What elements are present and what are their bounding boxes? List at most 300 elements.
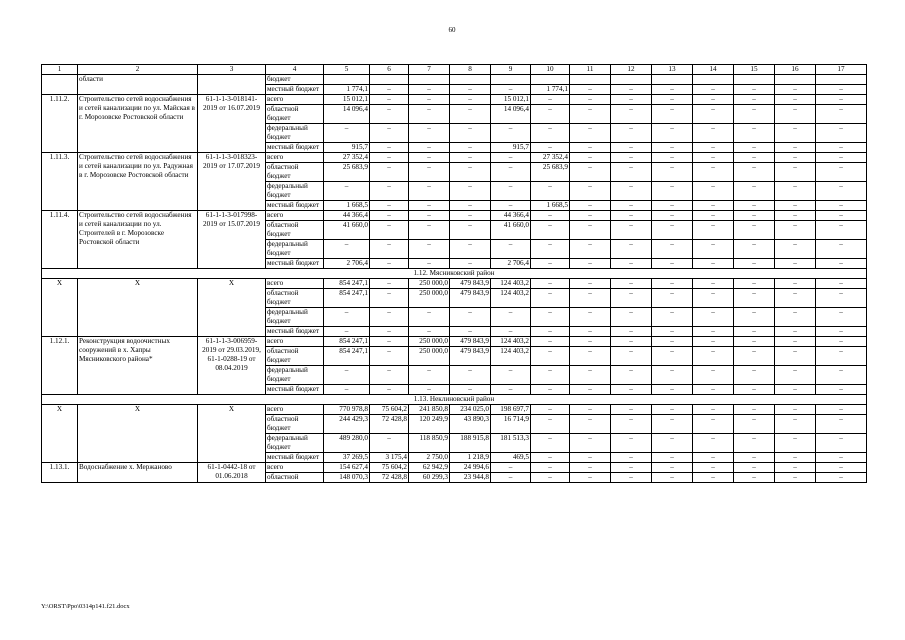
object-code [198, 75, 266, 95]
amount-cell: – [693, 259, 734, 269]
amount-cell: 14 096,4 [491, 105, 531, 124]
amount-cell: – [734, 211, 775, 221]
header-cell: 8 [450, 65, 491, 75]
amount-cell: – [734, 453, 775, 463]
amount-cell: 479 843,9 [450, 289, 491, 308]
amount-cell: – [652, 143, 693, 153]
amount-cell: – [611, 221, 652, 240]
amount-cell: – [734, 279, 775, 289]
amount-cell: – [611, 85, 652, 95]
amount-cell: – [693, 308, 734, 327]
amount-cell: – [693, 463, 734, 473]
amount-cell: – [531, 182, 570, 201]
amount-cell: – [570, 453, 611, 463]
amount-cell: – [491, 85, 531, 95]
funding-source: бюджет [266, 75, 324, 85]
amount-cell: – [734, 337, 775, 347]
amount-cell: – [775, 259, 816, 269]
amount-cell: 60 299,3 [409, 473, 450, 483]
amount-cell [531, 75, 570, 85]
amount-cell: 118 850,9 [409, 434, 450, 453]
amount-cell: – [570, 240, 611, 259]
amount-cell: – [652, 153, 693, 163]
object-name: Реконструкция водоочистных сооружений в х. Хапры Мясниковского района* [78, 337, 198, 395]
table-row [42, 211, 867, 221]
amount-cell: – [611, 347, 652, 366]
amount-cell: – [570, 201, 611, 211]
amount-cell [652, 75, 693, 85]
amount-cell: 915,7 [491, 143, 531, 153]
funding-source: местный бюджет [266, 327, 324, 337]
header-cell: 13 [652, 65, 693, 75]
amount-cell: – [611, 385, 652, 395]
item-number [42, 75, 78, 95]
object-code: X [198, 279, 266, 337]
amount-cell: – [370, 279, 409, 289]
funding-source: областной бюджет [266, 289, 324, 308]
amount-cell: – [409, 240, 450, 259]
amount-cell: – [570, 182, 611, 201]
amount-cell: – [491, 473, 531, 483]
amount-cell: – [652, 308, 693, 327]
amount-cell: – [450, 143, 491, 153]
funding-source: местный бюджет [266, 385, 324, 395]
amount-cell: – [775, 415, 816, 434]
amount-cell: – [816, 308, 867, 327]
amount-cell: – [652, 279, 693, 289]
header-cell: 5 [324, 65, 370, 75]
amount-cell: – [652, 385, 693, 395]
object-name: X [78, 405, 198, 463]
amount-cell: – [570, 221, 611, 240]
amount-cell: – [693, 415, 734, 434]
amount-cell: – [734, 85, 775, 95]
amount-cell: – [611, 279, 652, 289]
amount-cell: – [324, 308, 370, 327]
table-row [42, 279, 867, 289]
amount-cell: – [324, 240, 370, 259]
amount-cell: – [409, 211, 450, 221]
amount-cell: – [652, 415, 693, 434]
amount-cell: – [734, 415, 775, 434]
amount-cell: – [531, 415, 570, 434]
funding-source: областной бюджет [266, 415, 324, 434]
funding-source: областной бюджет [266, 105, 324, 124]
amount-cell [450, 75, 491, 85]
amount-cell: – [324, 124, 370, 143]
object-code: 61-1-1-3-006959-2019 от 29.03.2019, 61-1-0288-19 от 08.04.2019 [198, 337, 266, 395]
amount-cell: – [775, 434, 816, 453]
amount-cell: – [570, 347, 611, 366]
amount-cell: – [611, 463, 652, 473]
amount-cell: 250 000,0 [409, 279, 450, 289]
amount-cell: – [370, 434, 409, 453]
funding-source: областной [266, 473, 324, 483]
amount-cell: – [775, 182, 816, 201]
amount-cell: – [611, 240, 652, 259]
amount-cell: – [693, 289, 734, 308]
amount-cell: 198 697,7 [491, 405, 531, 415]
header-cell: 14 [693, 65, 734, 75]
amount-cell: – [816, 415, 867, 434]
amount-cell: – [570, 434, 611, 453]
amount-cell: – [693, 124, 734, 143]
amount-cell: – [775, 85, 816, 95]
amount-cell: – [775, 405, 816, 415]
amount-cell: – [816, 105, 867, 124]
amount-cell: – [324, 385, 370, 395]
amount-cell: 2 706,4 [491, 259, 531, 269]
amount-cell: 1 774,1 [531, 85, 570, 95]
item-number: 1.12.1. [42, 337, 78, 395]
header-cell: 4 [266, 65, 324, 75]
amount-cell [409, 75, 450, 85]
amount-cell: – [531, 347, 570, 366]
amount-cell: – [570, 105, 611, 124]
funding-source: местный бюджет [266, 453, 324, 463]
amount-cell: – [693, 240, 734, 259]
amount-cell: – [491, 163, 531, 182]
amount-cell: – [734, 153, 775, 163]
amount-cell: – [611, 201, 652, 211]
amount-cell: 120 249,9 [409, 415, 450, 434]
amount-cell: – [611, 163, 652, 182]
amount-cell: – [816, 163, 867, 182]
table-row [42, 75, 867, 85]
amount-cell: – [693, 163, 734, 182]
item-number: 1.11.2. [42, 95, 78, 153]
amount-cell: 479 843,9 [450, 337, 491, 347]
amount-cell: – [370, 124, 409, 143]
amount-cell [370, 75, 409, 85]
amount-cell: 2 750,0 [409, 453, 450, 463]
amount-cell: – [370, 385, 409, 395]
amount-cell: 244 429,3 [324, 415, 370, 434]
amount-cell: – [734, 105, 775, 124]
amount-cell: – [450, 85, 491, 95]
funding-source: всего [266, 95, 324, 105]
amount-cell: – [652, 337, 693, 347]
amount-cell: – [734, 240, 775, 259]
amount-cell: – [531, 463, 570, 473]
amount-cell: – [775, 153, 816, 163]
amount-cell: – [531, 366, 570, 385]
amount-cell: – [775, 124, 816, 143]
object-code: 61-1-0442-18 от 01.06.2018 [198, 463, 266, 483]
amount-cell: – [531, 473, 570, 483]
amount-cell: – [570, 279, 611, 289]
amount-cell: – [450, 124, 491, 143]
amount-cell: – [370, 201, 409, 211]
amount-cell: – [570, 327, 611, 337]
amount-cell: – [652, 221, 693, 240]
funding-source: федеральный бюджет [266, 182, 324, 201]
amount-cell: – [611, 327, 652, 337]
page-number: 60 [448, 26, 456, 34]
amount-cell: – [531, 211, 570, 221]
amount-cell: – [370, 308, 409, 327]
funding-source: всего [266, 211, 324, 221]
amount-cell: – [370, 211, 409, 221]
funding-source: федеральный бюджет [266, 366, 324, 385]
amount-cell: 1 218,9 [450, 453, 491, 463]
amount-cell: – [570, 463, 611, 473]
amount-cell: 2 706,4 [324, 259, 370, 269]
amount-cell: 62 942,9 [409, 463, 450, 473]
amount-cell: – [693, 211, 734, 221]
amount-cell: – [693, 182, 734, 201]
header-cell: 2 [78, 65, 198, 75]
amount-cell: – [816, 327, 867, 337]
amount-cell: – [370, 143, 409, 153]
amount-cell: – [816, 279, 867, 289]
amount-cell: 1 774,1 [324, 85, 370, 95]
amount-cell: – [775, 105, 816, 124]
amount-cell: 915,7 [324, 143, 370, 153]
amount-cell: – [324, 327, 370, 337]
amount-cell: – [531, 385, 570, 395]
amount-cell: – [570, 163, 611, 182]
amount-cell: – [775, 385, 816, 395]
amount-cell: – [816, 211, 867, 221]
amount-cell: 489 280,0 [324, 434, 370, 453]
amount-cell: – [693, 434, 734, 453]
amount-cell: – [370, 85, 409, 95]
amount-cell [570, 75, 611, 85]
amount-cell: – [324, 182, 370, 201]
header-cell: 6 [370, 65, 409, 75]
amount-cell: – [531, 221, 570, 240]
amount-cell: – [775, 327, 816, 337]
amount-cell: 41 660,0 [324, 221, 370, 240]
amount-cell: – [816, 240, 867, 259]
amount-cell: – [652, 259, 693, 269]
amount-cell: 234 025,0 [450, 405, 491, 415]
amount-cell: – [370, 163, 409, 182]
amount-cell: – [816, 463, 867, 473]
amount-cell: – [370, 347, 409, 366]
amount-cell: 181 513,3 [491, 434, 531, 453]
amount-cell: – [693, 337, 734, 347]
amount-cell: – [652, 95, 693, 105]
funding-source: областной бюджет [266, 163, 324, 182]
header-cell: 1 [42, 65, 78, 75]
amount-cell: 124 403,2 [491, 347, 531, 366]
amount-cell: – [450, 308, 491, 327]
amount-cell: – [370, 366, 409, 385]
amount-cell: – [652, 124, 693, 143]
amount-cell: – [775, 163, 816, 182]
funding-source: федеральный бюджет [266, 434, 324, 453]
object-code: 61-1-1-3-018141-2019 от 16.07.2019 [198, 95, 266, 153]
amount-cell: – [611, 415, 652, 434]
amount-cell: – [570, 153, 611, 163]
amount-cell: – [734, 95, 775, 105]
amount-cell [491, 75, 531, 85]
amount-cell: – [531, 308, 570, 327]
amount-cell: – [491, 240, 531, 259]
amount-cell: – [652, 85, 693, 95]
header-cell: 3 [198, 65, 266, 75]
amount-cell: – [816, 434, 867, 453]
amount-cell: – [611, 434, 652, 453]
amount-cell: – [734, 405, 775, 415]
amount-cell: – [491, 124, 531, 143]
amount-cell: – [693, 85, 734, 95]
amount-cell: – [734, 434, 775, 453]
amount-cell: – [491, 385, 531, 395]
amount-cell: 72 428,8 [370, 473, 409, 483]
amount-cell: – [611, 95, 652, 105]
amount-cell: 124 403,2 [491, 279, 531, 289]
funding-source: местный бюджет [266, 143, 324, 153]
amount-cell: – [531, 405, 570, 415]
object-name: Строительство сетей водоснабжения и сетей канализации по ул. Строителей в г. Морозовске Ростовской области [78, 211, 198, 269]
amount-cell: – [370, 221, 409, 240]
amount-cell [816, 75, 867, 85]
amount-cell: – [734, 124, 775, 143]
amount-cell: – [409, 182, 450, 201]
budget-table [41, 64, 867, 483]
amount-cell: 27 352,4 [531, 153, 570, 163]
amount-cell: – [611, 289, 652, 308]
amount-cell: – [775, 95, 816, 105]
header-cell: 12 [611, 65, 652, 75]
amount-cell: – [775, 201, 816, 211]
object-name: Строительство сетей водоснабжения и сетей канализации по ул. Радужная в г. Морозовске Ростовской области [78, 153, 198, 211]
amount-cell: – [775, 143, 816, 153]
amount-cell: – [370, 153, 409, 163]
funding-source: всего [266, 279, 324, 289]
amount-cell: – [652, 434, 693, 453]
amount-cell: – [693, 221, 734, 240]
amount-cell: – [370, 95, 409, 105]
amount-cell: – [611, 259, 652, 269]
section-row [42, 269, 867, 279]
amount-cell: 148 070,3 [324, 473, 370, 483]
amount-cell: – [775, 279, 816, 289]
amount-cell: 479 843,9 [450, 347, 491, 366]
amount-cell: 469,5 [491, 453, 531, 463]
amount-cell: – [775, 240, 816, 259]
amount-cell: 44 366,4 [324, 211, 370, 221]
object-name: Водоснабжение х. Мержаново [78, 463, 198, 483]
amount-cell: – [652, 201, 693, 211]
amount-cell: – [734, 308, 775, 327]
amount-cell: – [491, 201, 531, 211]
amount-cell: – [409, 221, 450, 240]
amount-cell: – [409, 153, 450, 163]
amount-cell: – [734, 327, 775, 337]
amount-cell: – [491, 153, 531, 163]
amount-cell: – [693, 405, 734, 415]
amount-cell: – [775, 473, 816, 483]
amount-cell: 188 915,8 [450, 434, 491, 453]
amount-cell: – [816, 473, 867, 483]
amount-cell: 250 000,0 [409, 347, 450, 366]
amount-cell: – [450, 182, 491, 201]
amount-cell: – [693, 279, 734, 289]
amount-cell: – [734, 289, 775, 308]
object-code: 61-1-1-3-017998-2019 от 15.07.2019 [198, 211, 266, 269]
amount-cell: – [734, 473, 775, 483]
amount-cell: – [775, 308, 816, 327]
header-cell: 16 [775, 65, 816, 75]
amount-cell: 250 000,0 [409, 289, 450, 308]
amount-cell: – [693, 95, 734, 105]
amount-cell: – [409, 385, 450, 395]
amount-cell: – [409, 105, 450, 124]
amount-cell: – [775, 337, 816, 347]
file-path-footer: Y:\ORST\Ppo\0314p141.f21.docx [41, 603, 130, 610]
amount-cell: – [370, 259, 409, 269]
table-row [42, 405, 867, 415]
amount-cell: – [734, 221, 775, 240]
header-cell: 11 [570, 65, 611, 75]
amount-cell: – [450, 259, 491, 269]
amount-cell: – [652, 163, 693, 182]
amount-cell: – [450, 221, 491, 240]
amount-cell: – [816, 337, 867, 347]
item-number: 1.13.1. [42, 463, 78, 483]
amount-cell: – [370, 240, 409, 259]
amount-cell: – [775, 289, 816, 308]
amount-cell: – [409, 366, 450, 385]
amount-cell: 3 175,4 [370, 453, 409, 463]
amount-cell: – [611, 211, 652, 221]
amount-cell: – [816, 143, 867, 153]
amount-cell: – [734, 385, 775, 395]
amount-cell: – [409, 201, 450, 211]
amount-cell: – [652, 289, 693, 308]
amount-cell: – [531, 240, 570, 259]
table-row [42, 95, 867, 105]
amount-cell: – [775, 463, 816, 473]
amount-cell: – [816, 259, 867, 269]
amount-cell: – [570, 415, 611, 434]
header-cell: 17 [816, 65, 867, 75]
amount-cell: – [570, 366, 611, 385]
amount-cell: – [409, 327, 450, 337]
item-number: 1.11.4. [42, 211, 78, 269]
amount-cell: 1 668,5 [324, 201, 370, 211]
funding-source: местный бюджет [266, 201, 324, 211]
amount-cell: – [450, 211, 491, 221]
header-cell: 9 [491, 65, 531, 75]
amount-cell: – [409, 85, 450, 95]
amount-cell: 250 000,0 [409, 337, 450, 347]
amount-cell: – [652, 473, 693, 483]
amount-cell: – [450, 95, 491, 105]
amount-cell [693, 75, 734, 85]
amount-cell: – [693, 201, 734, 211]
section-row [42, 395, 867, 405]
amount-cell: – [370, 337, 409, 347]
amount-cell: – [611, 182, 652, 201]
amount-cell: 1 668,5 [531, 201, 570, 211]
amount-cell: – [611, 366, 652, 385]
funding-source: областной бюджет [266, 347, 324, 366]
amount-cell: – [775, 366, 816, 385]
amount-cell: – [734, 463, 775, 473]
amount-cell: – [570, 385, 611, 395]
amount-cell: 27 352,4 [324, 153, 370, 163]
amount-cell: – [693, 473, 734, 483]
amount-cell: – [450, 385, 491, 395]
amount-cell: – [816, 85, 867, 95]
funding-source: федеральный бюджет [266, 240, 324, 259]
amount-cell: – [693, 453, 734, 463]
